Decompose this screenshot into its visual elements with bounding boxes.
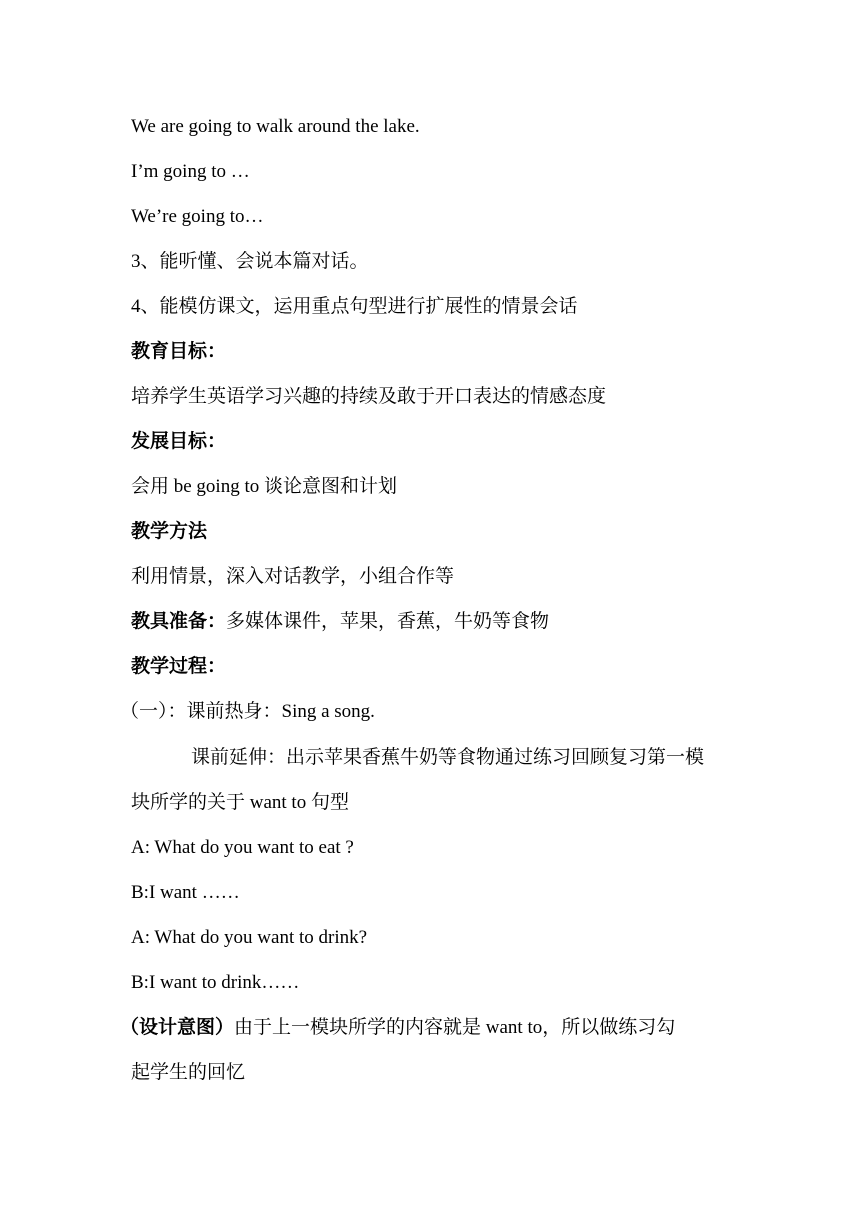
section-heading: 教具准备： — [131, 611, 227, 632]
section-heading: 教学方法 — [131, 521, 208, 542]
text-line: B:I want to drink…… — [131, 972, 300, 993]
text-line — [120, 1016, 860, 1040]
text-line: A: What do you want to drink? — [131, 927, 368, 948]
section-heading: （设计意图） — [120, 1017, 235, 1038]
text-span: 多媒体课件，苹果，香蕉，牛奶等食物 — [226, 611, 550, 632]
section-heading: 发展目标： — [131, 431, 227, 452]
text-line: B:I want …… — [131, 882, 240, 903]
text-line: We’re going to… — [131, 206, 264, 227]
text-line: 培养学生英语学习兴趣的持续及敢于开口表达的情感态度 — [131, 386, 607, 407]
text-line: 3、能听懂、会说本篇对话。 — [131, 251, 369, 272]
section-heading: 教学过程： — [131, 656, 227, 677]
text-line — [131, 610, 860, 634]
text-span: 由于上一模块所学的内容就是 want to，所以做练习勾 — [234, 1017, 676, 1038]
text-line: I’m going to … — [131, 161, 250, 182]
text-line: 起学生的回忆 — [131, 1062, 246, 1083]
text-line: 会用 be going to 谈论意图和计划 — [131, 476, 397, 497]
text-line: We are going to walk around the lake. — [131, 116, 420, 137]
text-line: 课前延伸：出示苹果香蕉牛奶等食物通过练习回顾复习第一模 — [191, 747, 705, 768]
text-line: （一）：课前热身：Sing a song. — [120, 701, 375, 722]
text-line: 4、能模仿课文，运用重点句型进行扩展性的情景会话 — [131, 296, 578, 317]
text-line: A: What do you want to eat ? — [131, 837, 354, 858]
section-heading: 教育目标： — [131, 341, 227, 362]
text-line: 利用情景，深入对话教学，小组合作等 — [131, 566, 455, 587]
text-line: 块所学的关于 want to 句型 — [131, 792, 349, 813]
